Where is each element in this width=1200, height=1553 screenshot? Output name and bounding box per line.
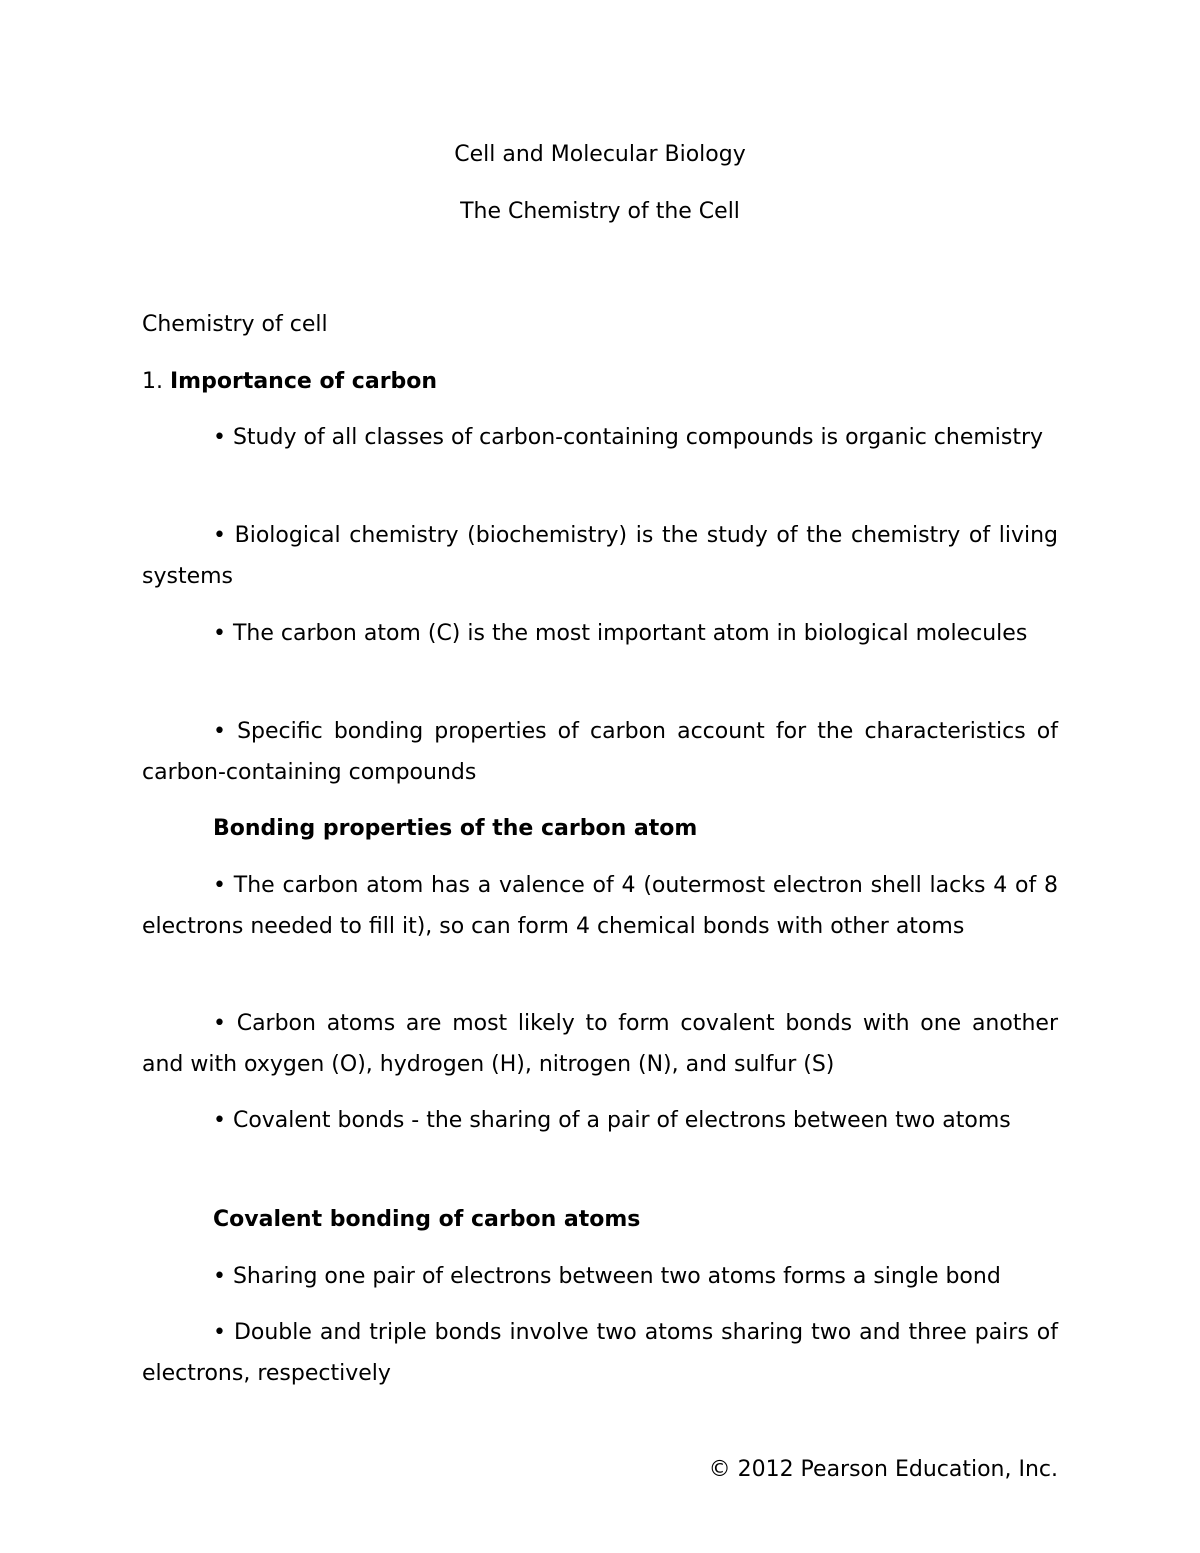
subheading-bonding-properties: Bonding properties of the carbon atom	[213, 816, 698, 841]
section-heading-text: Importance of carbon	[170, 369, 438, 394]
section-number: 1.	[142, 369, 163, 394]
subheading-covalent-bonding: Covalent bonding of carbon atoms	[213, 1207, 641, 1232]
bullet-covalent-partners: • Carbon atoms are most likely to form covalent bonds with one another and with oxygen (O), hydrogen (H), nitrogen (N), and sulfur (S)	[142, 1011, 1058, 1077]
bullet-carbon-atom: • The carbon atom (C) is the most important atom in biological molecules	[213, 621, 1028, 646]
copyright-footer: © 2012 Pearson Education, Inc.	[708, 1457, 1058, 1482]
bullet-single-bond: • Sharing one pair of electrons between two atoms forms a single bond	[213, 1264, 1001, 1289]
bullet-organic-chemistry: • Study of all classes of carbon-containing compounds is organic chemistry	[213, 425, 1044, 450]
bullet-bonding-properties: • Specific bonding properties of carbon account for the characteristics of carbon-containing compounds	[142, 719, 1058, 785]
bullet-valence: • The carbon atom has a valence of 4 (outermost electron shell lacks 4 of 8 electrons needed to fill it), so can form 4 chemical bonds with other atoms	[142, 873, 1058, 939]
course-title: Cell and Molecular Biology	[454, 142, 746, 167]
chapter-title: The Chemistry of the Cell	[460, 199, 740, 224]
bullet-covalent-definition: • Covalent bonds - the sharing of a pair of electrons between two atoms	[213, 1108, 1011, 1133]
bullet-biochemistry: • Biological chemistry (biochemistry) is the study of the chemistry of living systems	[142, 523, 1058, 589]
section-label: Chemistry of cell	[142, 312, 328, 337]
section-heading	[142, 361, 1058, 402]
bullet-double-triple-bonds: • Double and triple bonds involve two atoms sharing two and three pairs of electrons, respectively	[142, 1320, 1058, 1386]
